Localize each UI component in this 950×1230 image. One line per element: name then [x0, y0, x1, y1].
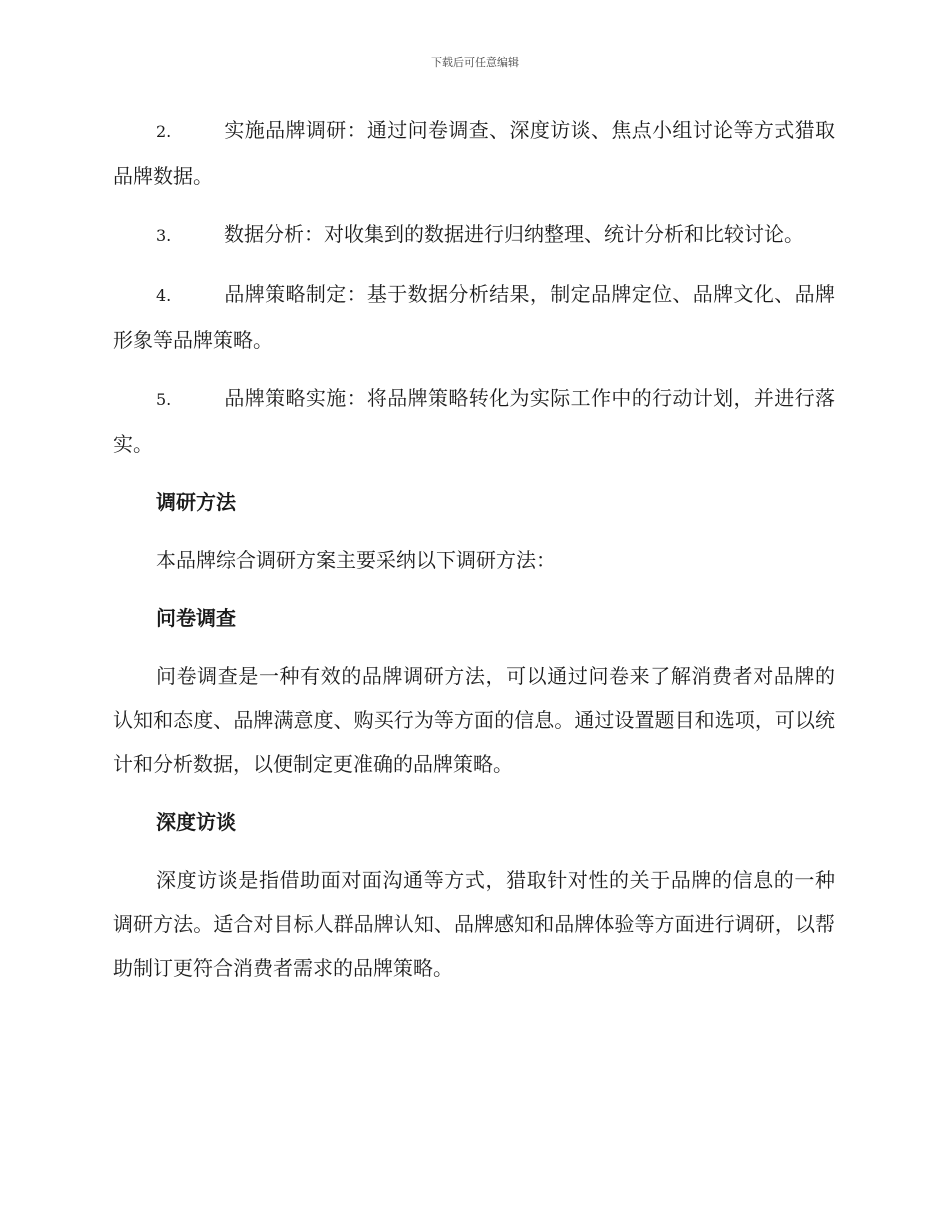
methods-intro: 本品牌综合调研方案主要采纳以下调研方法： — [156, 548, 556, 572]
section-heading-methods: 调研方法 — [156, 490, 236, 514]
list-item — [113, 272, 835, 362]
list-item-text: 品牌策略实施：将品牌策略转化为实际工作中的行动计划，并进行落实。 — [113, 386, 835, 456]
list-item — [113, 212, 835, 258]
list-item-number: 4. — [156, 286, 172, 305]
list-item — [113, 108, 835, 198]
interview-paragraph: 深度访谈是指借助面对面沟通等方式，猎取针对性的关于品牌的信息的一种调研方法。适合对目标人群品牌认知、品牌感知和品牌体验等方面进行调研，以帮助制订更符合消费者需求的品牌策略。 — [113, 868, 835, 980]
list-item-number: 5. — [156, 390, 172, 409]
section-heading-questionnaire: 问卷调查 — [156, 606, 236, 630]
list-item-text: 品牌策略制定：基于数据分析结果，制定品牌定位、品牌文化、品牌形象等品牌策略。 — [113, 282, 835, 352]
page-header: 下载后可任意编辑 — [431, 56, 519, 69]
list-item-number: 3. — [156, 226, 172, 245]
section-heading-interview: 深度访谈 — [156, 810, 236, 834]
list-item-number: 2. — [156, 122, 172, 141]
list-item-text: 数据分析：对收集到的数据进行归纳整理、统计分析和比较讨论。 — [224, 222, 804, 246]
questionnaire-paragraph: 问卷调查是一种有效的品牌调研方法，可以通过问卷来了解消费者对品牌的认知和态度、品牌满意度、购买行为等方面的信息。通过设置题目和选项，可以统计和分析数据，以便制定更准确的品牌策略。 — [113, 664, 835, 776]
list-item-text: 实施品牌调研：通过问卷调查、深度访谈、焦点小组讨论等方式猎取品牌数据。 — [113, 118, 835, 188]
list-item — [113, 376, 835, 466]
document-body — [113, 108, 835, 1004]
